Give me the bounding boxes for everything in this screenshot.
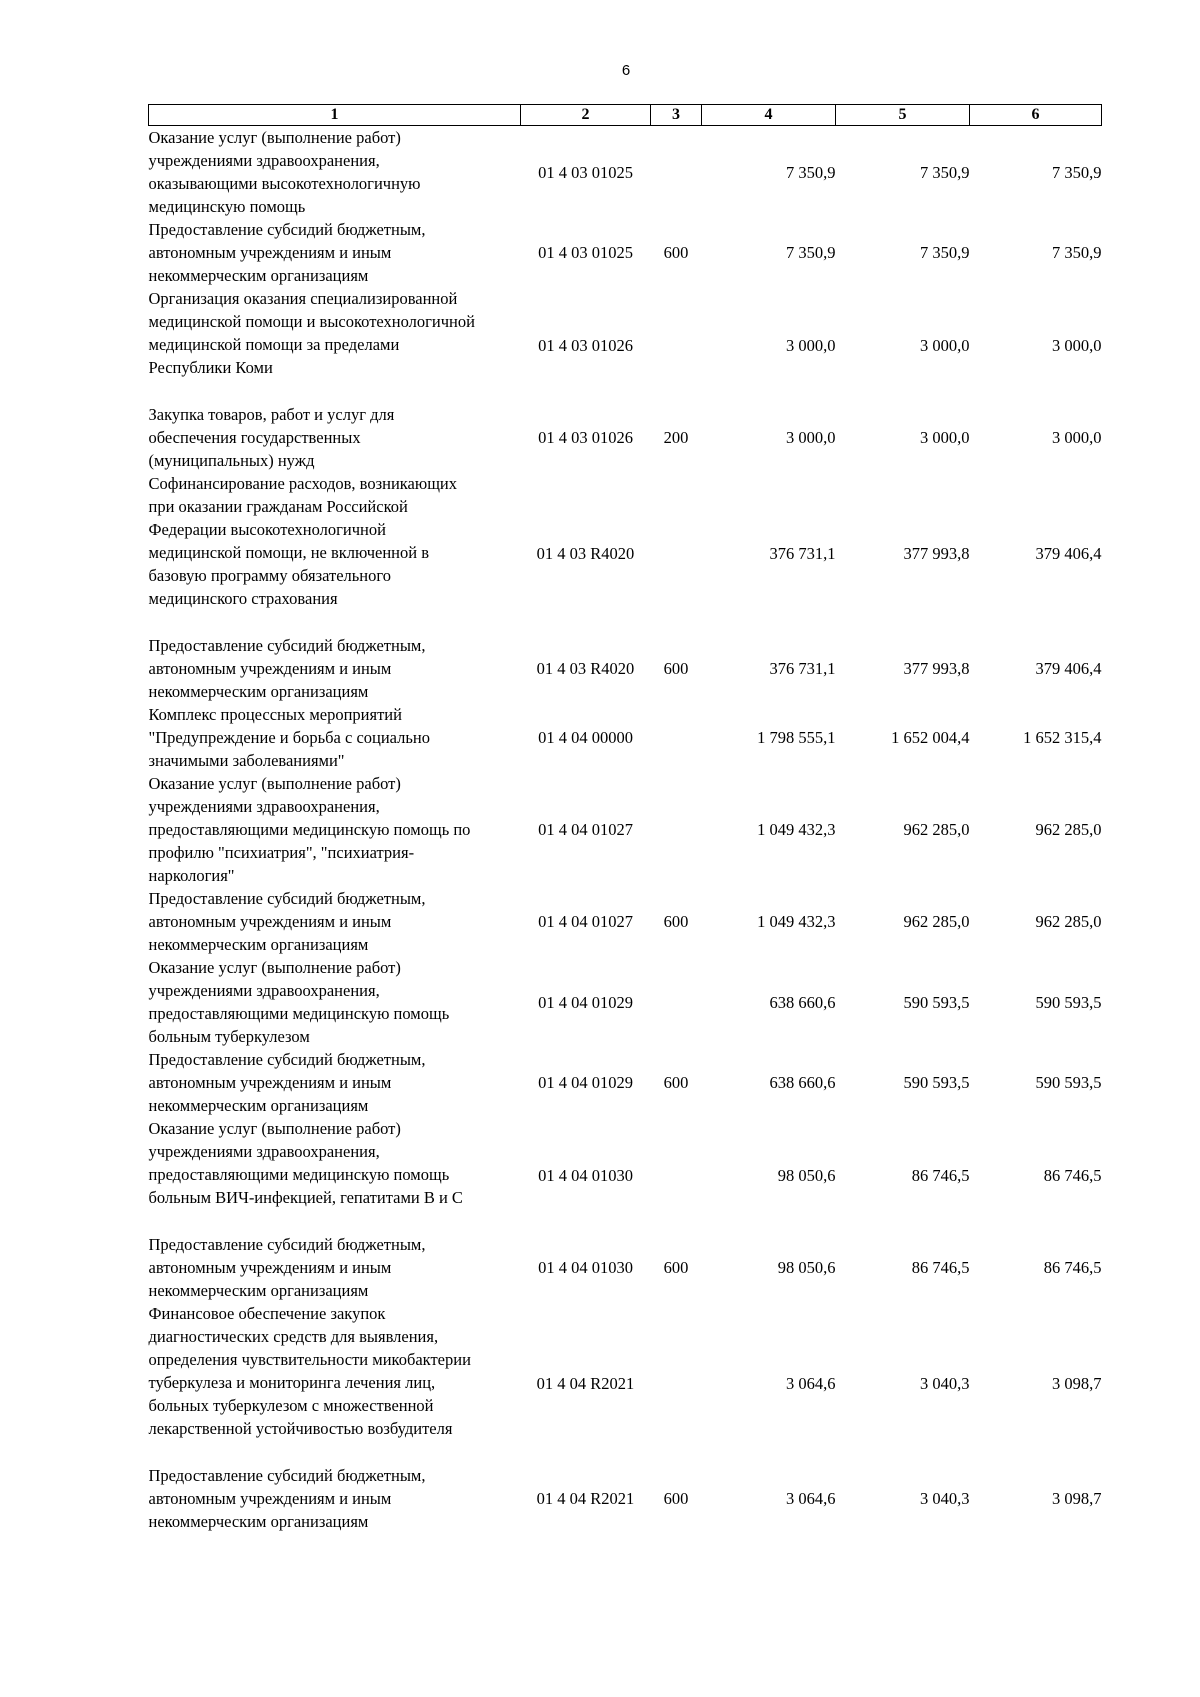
header-col-4: 4 <box>702 105 836 126</box>
table-row <box>149 1464 1102 1533</box>
row-name: Предоставление субсидий бюджетным, автономным учреждениям и иным некоммерческим организациям <box>148 636 426 701</box>
row-name: Оказание услуг (выполнение работ) учреждениями здравоохранения, оказывающими высокотехнологичную медицинскую помощь <box>148 128 421 216</box>
row-expense-type: 600 <box>663 1073 689 1092</box>
row-value-col4: 3 000,0 <box>786 335 836 355</box>
table-row <box>149 472 1102 634</box>
row-value-col4: 7 350,9 <box>786 162 836 182</box>
row-code: 01 4 03 01025 <box>538 162 633 182</box>
row-value-col6: 3 000,0 <box>1052 428 1102 447</box>
row-value-col5: 377 993,8 <box>903 543 970 563</box>
row-name: Предоставление субсидий бюджетным, автономным учреждениям и иным некоммерческим организациям <box>148 889 426 954</box>
row-code: 01 4 04 R2021 <box>536 1489 635 1508</box>
table-row <box>149 956 1102 1048</box>
row-expense-type <box>651 126 702 219</box>
row-name: Предоставление субсидий бюджетным, автономным учреждениям и иным некоммерческим организациям <box>148 1466 426 1531</box>
row-value-col6: 1 652 315,4 <box>1023 728 1102 747</box>
row-code: 01 4 03 01026 <box>538 335 633 355</box>
row-value-col5: 86 746,5 <box>911 1258 970 1277</box>
row-value-col4: 98 050,6 <box>777 1165 836 1185</box>
row-value-col4: 1 049 432,3 <box>757 820 836 839</box>
row-expense-type <box>651 703 702 772</box>
row-name: Оказание услуг (выполнение работ) учреждениями здравоохранения, предоставляющими медицинскую помощь по профилю "психиатрия", "психиатрия- наркология" <box>148 774 471 885</box>
row-name: Финансовое обеспечение закупок диагностических средств для выявления, определения чувствительности микобактерии туберкулеза и мониторинга лечения лиц, больных туберкулезом с множественной лекарственной устойчивостью возбудителя <box>148 1304 471 1438</box>
row-value-col4: 1 798 555,1 <box>757 728 836 747</box>
row-value-col4: 376 731,1 <box>769 659 836 678</box>
page-number: 6 <box>621 62 631 79</box>
row-value-col6: 962 285,0 <box>1035 820 1102 839</box>
row-value-col5: 3 000,0 <box>920 335 970 355</box>
row-value-col6: 3 098,7 <box>1052 1373 1102 1393</box>
row-value-col5: 86 746,5 <box>911 1165 970 1185</box>
row-name: Предоставление субсидий бюджетным, автономным учреждениям и иным некоммерческим организациям <box>148 1050 426 1115</box>
row-name: Предоставление субсидий бюджетным, автономным учреждениям и иным некоммерческим организациям <box>148 1235 426 1300</box>
row-value-col4: 7 350,9 <box>786 243 836 262</box>
header-row <box>149 105 1102 126</box>
row-expense-type <box>651 472 702 634</box>
row-value-col4: 638 660,6 <box>769 992 836 1012</box>
row-value-col6: 86 746,5 <box>1043 1165 1102 1185</box>
row-code: 01 4 03 R4020 <box>536 659 635 678</box>
row-expense-type: 600 <box>663 1489 689 1508</box>
row-code: 01 4 03 01026 <box>538 428 633 447</box>
row-value-col4: 638 660,6 <box>769 1073 836 1092</box>
row-code: 01 4 04 01027 <box>538 820 633 839</box>
row-value-col4: 98 050,6 <box>777 1258 836 1277</box>
row-value-col6: 7 350,9 <box>1052 243 1102 262</box>
row-code: 01 4 04 01030 <box>538 1165 633 1185</box>
row-name: Комплекс процессных мероприятий "Предупреждение и борьба с социально значимыми заболеваниями" <box>148 705 430 770</box>
row-value-col5: 1 652 004,4 <box>891 728 970 747</box>
table-row <box>149 403 1102 472</box>
row-expense-type <box>651 772 702 887</box>
row-name: Софинансирование расходов, возникающих при оказании гражданам Российской Федерации высокотехнологичной медицинской помощи, не включенной в базовую программу обязательного медицинского страхования <box>148 474 457 608</box>
row-name: Организация оказания специализированной медицинской помощи и высокотехнологичной медицинской помощи за пределами Республики Коми <box>148 289 475 377</box>
row-code: 01 4 04 R2021 <box>536 1373 635 1393</box>
row-code: 01 4 04 00000 <box>538 728 633 747</box>
row-value-col6: 7 350,9 <box>1052 162 1102 182</box>
table-row <box>149 1302 1102 1464</box>
table-row <box>149 772 1102 887</box>
row-name: Оказание услуг (выполнение работ) учреждениями здравоохранения, предоставляющими медицинскую помощь больным ВИЧ-инфекцией, гепатитами B и C <box>148 1119 463 1207</box>
row-value-col5: 3 040,3 <box>920 1373 970 1393</box>
row-code: 01 4 04 01027 <box>538 912 633 931</box>
row-value-col4: 1 049 432,3 <box>757 912 836 931</box>
table-row <box>149 1117 1102 1233</box>
row-value-col5: 3 040,3 <box>920 1489 970 1508</box>
table-row <box>149 887 1102 956</box>
row-expense-type: 600 <box>663 1258 689 1277</box>
budget-table <box>148 104 1102 1533</box>
table-row <box>149 1048 1102 1117</box>
row-value-col6: 86 746,5 <box>1043 1258 1102 1277</box>
table-row <box>149 634 1102 703</box>
row-value-col4: 3 064,6 <box>786 1373 836 1393</box>
header-col-6: 6 <box>970 105 1102 126</box>
row-expense-type <box>651 1302 702 1464</box>
header-col-5: 5 <box>836 105 970 126</box>
row-value-col6: 962 285,0 <box>1035 912 1102 931</box>
header-col-2: 2 <box>521 105 651 126</box>
row-value-col6: 379 406,4 <box>1035 543 1102 563</box>
row-value-col5: 962 285,0 <box>903 820 970 839</box>
row-code: 01 4 04 01030 <box>538 1258 633 1277</box>
row-value-col6: 590 593,5 <box>1035 1073 1102 1092</box>
row-code: 01 4 04 01029 <box>538 1073 633 1092</box>
row-name: Закупка товаров, работ и услуг для обеспечения государственных (муниципальных) нужд <box>148 405 395 470</box>
row-expense-type <box>651 1117 702 1233</box>
row-name: Предоставление субсидий бюджетным, автономным учреждениям и иным некоммерческим организациям <box>148 220 426 285</box>
row-code: 01 4 03 R4020 <box>536 543 635 563</box>
row-code: 01 4 03 01025 <box>538 243 633 262</box>
row-expense-type: 600 <box>663 659 689 678</box>
row-name: Оказание услуг (выполнение работ) учреждениями здравоохранения, предоставляющими медицинскую помощь больным туберкулезом <box>148 958 450 1046</box>
header-col-3: 3 <box>651 105 702 126</box>
row-expense-type: 200 <box>663 428 689 447</box>
row-value-col4: 3 000,0 <box>786 428 836 447</box>
row-value-col5: 3 000,0 <box>920 428 970 447</box>
row-expense-type: 600 <box>663 912 689 931</box>
row-value-col5: 590 593,5 <box>903 992 970 1012</box>
row-value-col6: 590 593,5 <box>1035 992 1102 1012</box>
row-expense-type <box>651 956 702 1048</box>
table-row <box>149 126 1102 219</box>
table-row <box>149 1233 1102 1302</box>
row-value-col6: 379 406,4 <box>1035 659 1102 678</box>
row-value-col4: 376 731,1 <box>769 543 836 563</box>
row-expense-type: 600 <box>663 243 689 262</box>
row-expense-type <box>651 287 702 403</box>
row-value-col5: 590 593,5 <box>903 1073 970 1092</box>
row-value-col6: 3 098,7 <box>1052 1489 1102 1508</box>
row-value-col5: 7 350,9 <box>920 162 970 182</box>
table-row <box>149 703 1102 772</box>
row-value-col5: 377 993,8 <box>903 659 970 678</box>
row-value-col5: 7 350,9 <box>920 243 970 262</box>
table-row <box>149 287 1102 403</box>
header-col-1: 1 <box>149 105 521 126</box>
row-value-col5: 962 285,0 <box>903 912 970 931</box>
row-code: 01 4 04 01029 <box>538 992 633 1012</box>
row-value-col4: 3 064,6 <box>786 1489 836 1508</box>
table-row <box>149 218 1102 287</box>
row-value-col6: 3 000,0 <box>1052 335 1102 355</box>
